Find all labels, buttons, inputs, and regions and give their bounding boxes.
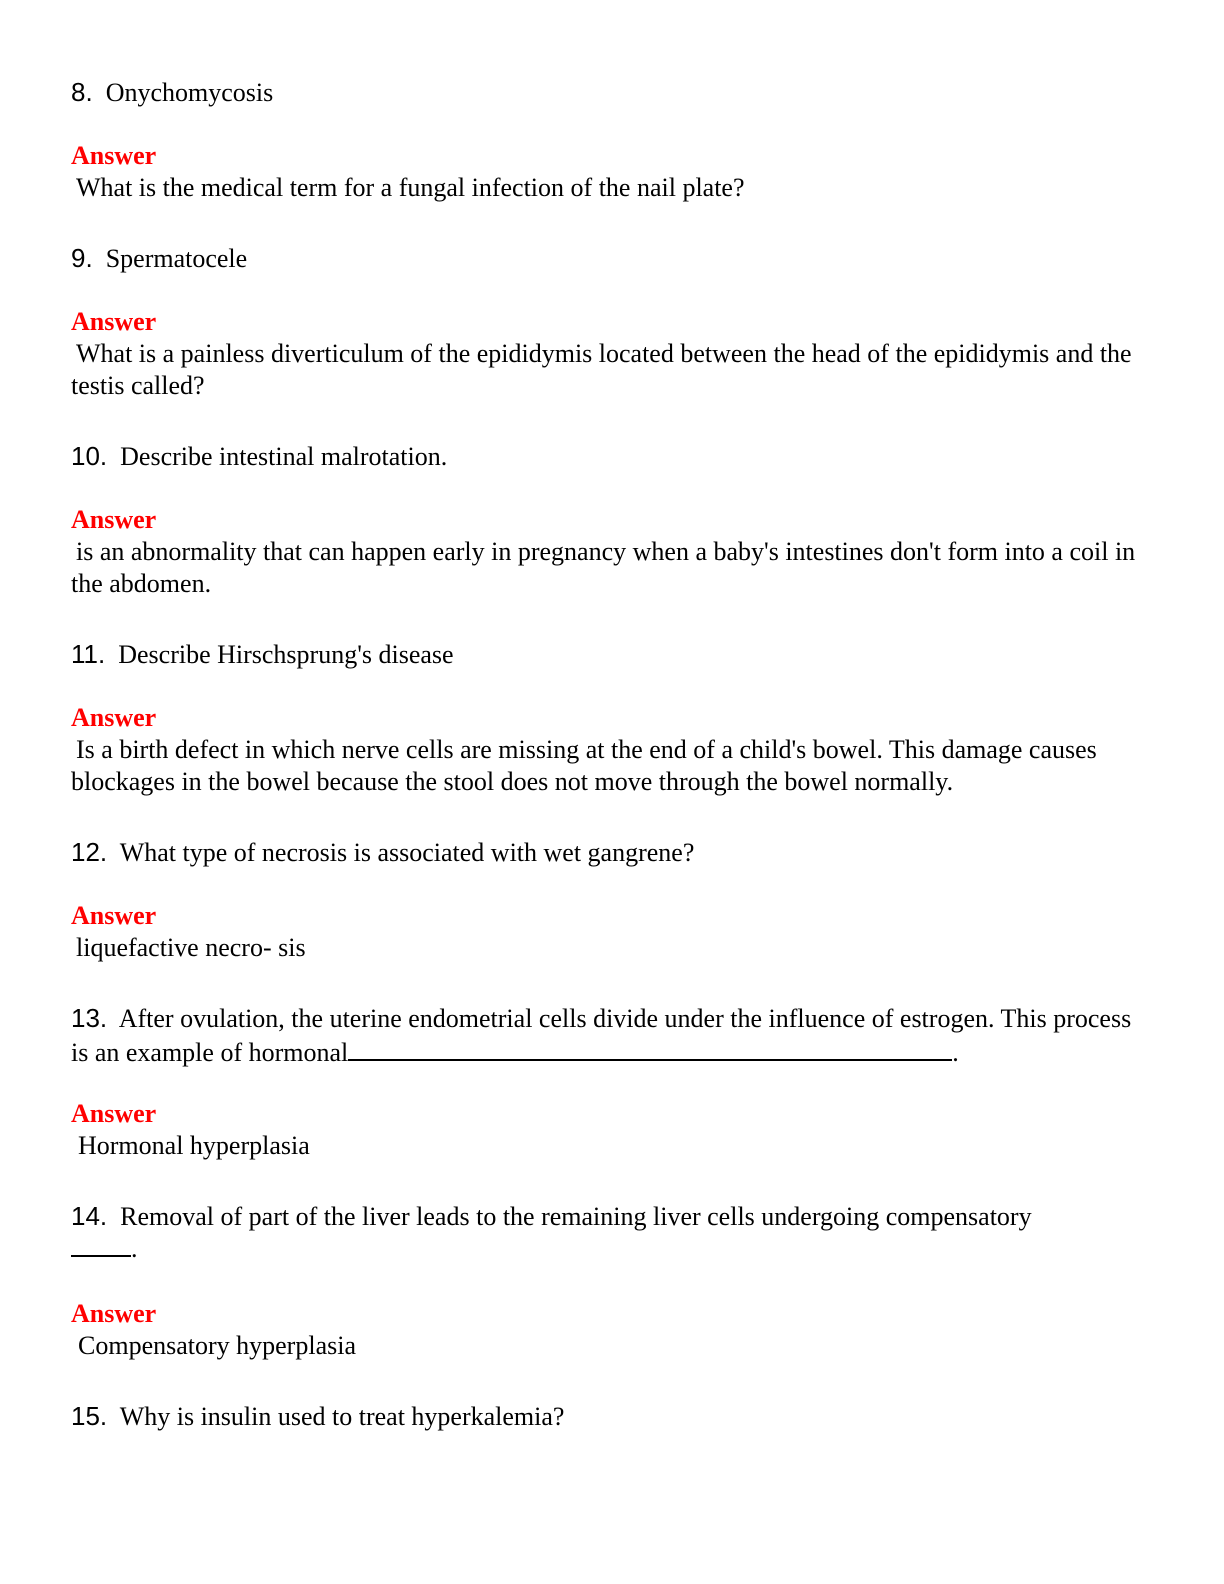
question-text — [71, 76, 1151, 109]
question-stem: Describe Hirschsprung's disease — [118, 640, 454, 669]
answer-text: Is a birth defect in which nerve cells are missing at the end of a child's bowel. This damage causes blockages in the bowel because the stool does not move through the bowel normally. — [71, 735, 1097, 796]
question-text — [71, 1002, 1151, 1069]
question-15 — [71, 1400, 1151, 1433]
question-end-punctuation: . — [952, 1038, 959, 1067]
fill-in-blank — [71, 1233, 131, 1257]
question-end-punctuation: . — [131, 1234, 138, 1263]
question-12 — [71, 836, 1151, 869]
answer-11 — [71, 702, 1151, 798]
question-11 — [71, 638, 1151, 671]
answer-text: is an abnormality that can happen early in pregnancy when a baby's intestines don't form into a coil in the abdomen. — [71, 537, 1136, 598]
question-stem: Describe intestinal malrotation. — [120, 442, 448, 471]
question-number: 12. — [71, 837, 108, 867]
answer-label: Answer — [71, 1099, 157, 1128]
answer-text: What is a painless diverticulum of the epididymis located between the head of the epididymis and the testis called? — [71, 339, 1132, 400]
question-number: 11. — [71, 639, 106, 669]
answer-8 — [71, 140, 1151, 204]
answer-label: Answer — [71, 1299, 157, 1328]
answer-label: Answer — [71, 505, 157, 534]
answer-12 — [71, 900, 1151, 964]
answer-text: Hormonal hyperplasia — [78, 1131, 310, 1160]
question-number: 13. — [71, 1003, 108, 1033]
question-number: 15. — [71, 1401, 108, 1431]
question-number: 10. — [71, 441, 108, 471]
question-stem: Why is insulin used to treat hyperkalemia? — [119, 1402, 565, 1431]
question-number: 14. — [71, 1201, 108, 1231]
question-number: 9. — [71, 243, 93, 273]
question-text — [71, 836, 1151, 869]
question-14 — [71, 1200, 1151, 1265]
question-stem: After ovulation, the uterine endometrial cells divide under the influence of estrogen. This process is an example of hormonal — [71, 1004, 1132, 1067]
answer-13 — [71, 1098, 1151, 1162]
answer-14 — [71, 1298, 1151, 1362]
question-9 — [71, 242, 1151, 275]
answer-10 — [71, 504, 1151, 600]
answer-9 — [71, 306, 1151, 402]
question-8 — [71, 76, 1151, 109]
answer-label: Answer — [71, 901, 157, 930]
answer-label: Answer — [71, 141, 157, 170]
answer-text: liquefactive necro- sis — [76, 933, 306, 962]
answer-label: Answer — [71, 307, 157, 336]
question-stem: Onychomycosis — [105, 78, 274, 107]
question-text — [71, 1400, 1151, 1433]
question-text — [71, 440, 1151, 473]
question-text — [71, 242, 1151, 275]
question-13 — [71, 1002, 1151, 1069]
question-stem: Spermatocele — [105, 244, 248, 273]
question-10 — [71, 440, 1151, 473]
answer-text: What is the medical term for a fungal infection of the nail plate? — [76, 173, 745, 202]
question-number: 8. — [71, 77, 93, 107]
question-stem: Removal of part of the liver leads to the remaining liver cells undergoing compensatory — [120, 1202, 1032, 1231]
question-text — [71, 638, 1151, 671]
question-stem: What type of necrosis is associated with wet gangrene? — [119, 838, 695, 867]
fill-in-blank — [348, 1035, 952, 1061]
answer-label: Answer — [71, 703, 157, 732]
answer-text: Compensatory hyperplasia — [78, 1331, 356, 1360]
question-text — [71, 1200, 1151, 1265]
